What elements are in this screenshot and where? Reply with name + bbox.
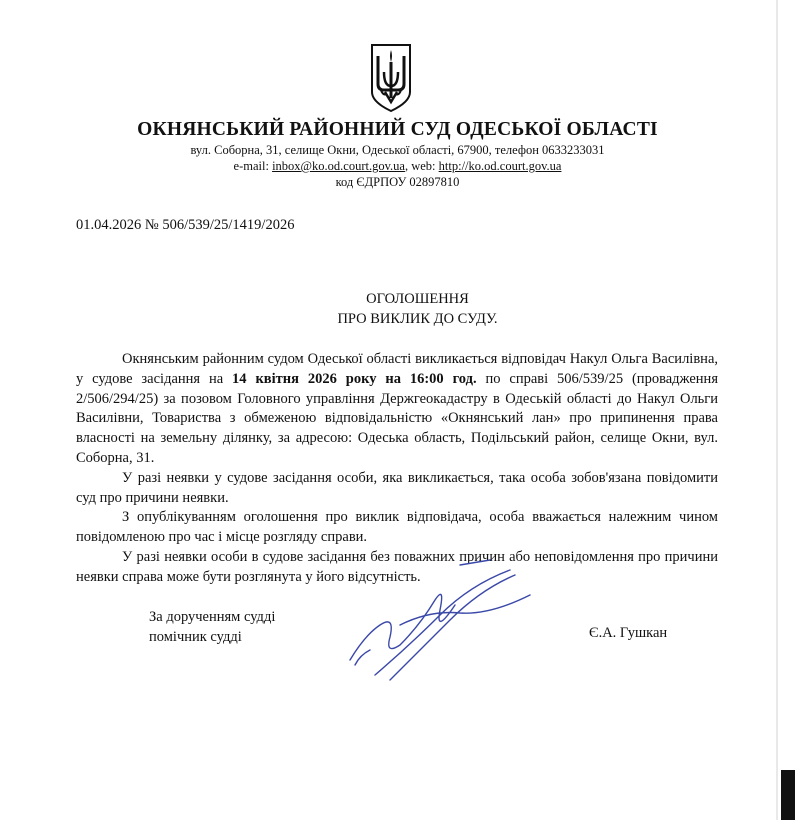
hearing-date: 14 квітня 2026 року на 16:00 год.	[232, 370, 477, 387]
email-link[interactable]: inbox@ko.od.court.gov.ua	[272, 159, 405, 173]
scan-edge-shadow	[781, 770, 795, 820]
web-link[interactable]: http://ko.od.court.gov.ua	[438, 159, 562, 173]
web-label: , web:	[404, 159, 439, 173]
coat-of-arms-icon	[369, 42, 413, 114]
signatory-line-1: За дорученням судді	[149, 609, 276, 625]
paragraph-2: У разі неявки у судове засідання особи, яка викликається, така особа зобов'язана повідомити суд про причини неявки.	[76, 469, 718, 506]
court-name-heading: ОКНЯНСЬКИЙ РАЙОННИЙ СУД ОДЕСЬКОЇ ОБЛАСТІ	[137, 119, 658, 140]
paragraph-1: Окнянським районним судом Одеської області викликається відповідач Накул Ольга Василівна, у судове засідання на 14 квітня 2026 року на 16:00 год. по справі 506/539/25 (провадження 2/506/294/25) за позовом Головного управління Держгеокадастру в Одеській області до Накул Ольги Василівни, Товариства з обмеженою відповідальністю «Окнянський лан» про припинення права власності на земельну ділянку, за адресою: Одеська область, Подільський район, селище Окни, вул. Соборна, 31.	[76, 351, 718, 466]
notice-body	[76, 350, 718, 588]
signatory-line-2: помічник судді	[149, 629, 242, 645]
paragraph-4: У разі неявки особи в судове засідання без поважних причин або неповідомлення про причини неявки справа може бути розглянута у його відсутність.	[76, 548, 718, 585]
paragraph-3: З опублікуванням оголошення про виклик відповідача, особа вважається належним чином повідомленою про час і місце розгляду справи.	[76, 509, 718, 546]
document-reference: 01.04.2026 № 506/539/25/1419/2026	[76, 217, 295, 233]
handwritten-signature	[340, 555, 570, 685]
edrpou-code: код ЄДРПОУ 02897810	[335, 175, 460, 189]
email-label: e-mail:	[233, 159, 273, 173]
signatory-role	[149, 607, 275, 647]
court-address: вул. Соборна, 31, селище Окни, Одеської області, 67900, телефон 0633233031	[190, 143, 605, 157]
notice-subtitle: ПРО ВИКЛИК ДО СУДУ.	[337, 311, 498, 327]
signatory-name: Є.А. Гушкан	[589, 625, 668, 641]
notice-title: ОГОЛОШЕННЯ	[366, 291, 469, 307]
court-contacts	[0, 159, 795, 174]
